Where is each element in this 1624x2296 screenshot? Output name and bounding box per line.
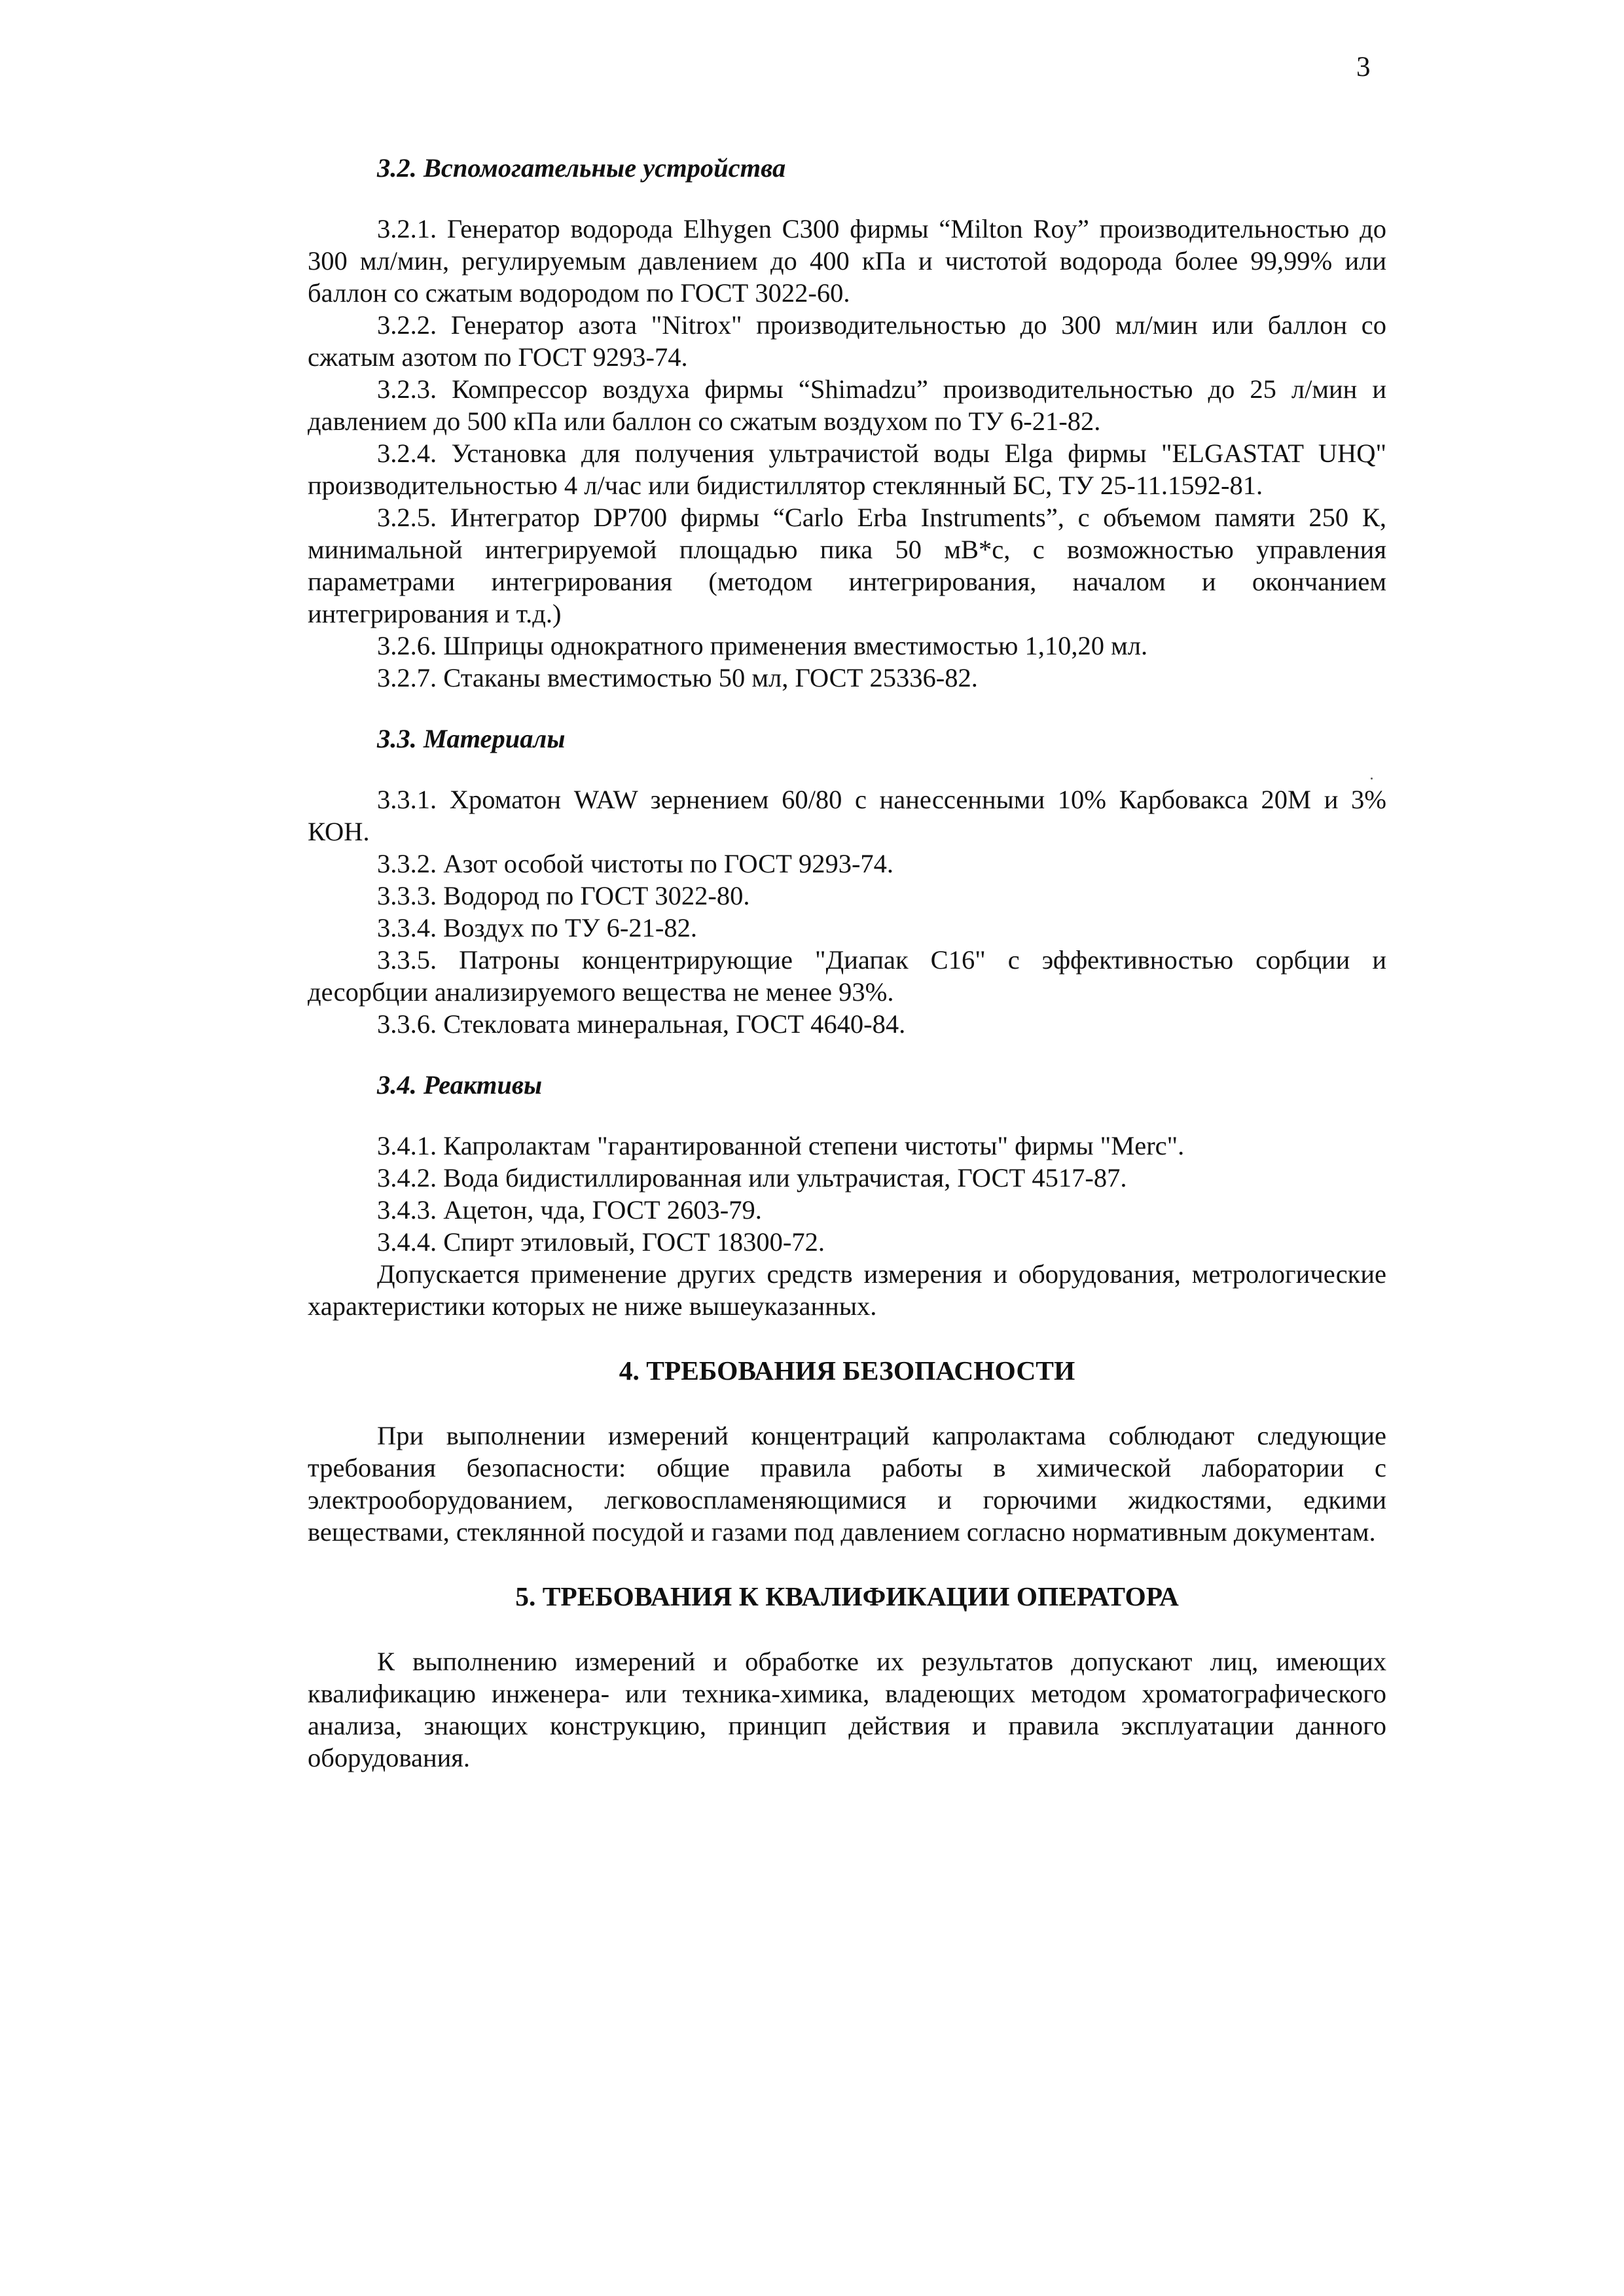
subsection-3-3-items (308, 783, 1386, 1040)
subsection-title-3-4: 3.4. Реактивы (377, 1070, 543, 1100)
section-5-text: К выполнению измерений и обработке их результатов допускают лиц, имеющих квалификацию инженера- или техника-химика, владеющих методом хроматографического анализа, знающих конструкцию, принцип действия и правила эксплуатации данного оборудования. (308, 1647, 1386, 1772)
item-3-2-5: 3.2.5. Интегратор DP700 фирмы “Carlo Erba Instruments”, с объемом памяти 250 К, минимальной интегрируемой площадью пика 50 мВ*с, с возможностью управления параметрами интегрирования (методом интегрирования, началом и окончанием интегрирования и т.д.) (308, 503, 1386, 628)
item-3-4-2: 3.4.2. Вода бидистиллированная или ультрачистая, ГОСТ 4517-87. (377, 1163, 1127, 1193)
item-3-4-1: 3.4.1. Капролактам "гарантированной степени чистоты" фирмы "Merc". (377, 1131, 1185, 1160)
subsection-3-2-items (308, 213, 1386, 694)
item-3-3-3: 3.3.3. Водород по ГОСТ 3022-80. (377, 881, 750, 910)
page-number: 3 (1356, 52, 1371, 82)
section-4-text: При выполнении измерений концентраций капролактама соблюдают следующие требования безопасности: общие правила работы в химической лаборатории с электрооборудованием, легковоспламеняющимися и горючими жидкостями, едкими веществами, стеклянной посудой и газами под давлением согласно нормативным документам. (308, 1421, 1386, 1547)
subsection-title-3-3: 3.3. Материалы (377, 724, 566, 753)
document-body (308, 152, 1386, 1774)
item-3-3-4: 3.3.4. Воздух по ТУ 6-21-82. (377, 913, 697, 942)
item-3-3-6: 3.3.6. Стекловата минеральная, ГОСТ 4640-84. (377, 1009, 906, 1039)
item-3-3-5: 3.3.5. Патроны концентрирующие "Диапак С16" с эффективностью сорбции и десорбции анализируемого вещества не менее 93%. (308, 945, 1386, 1007)
item-3-2-2: 3.2.2. Генератор азота "Nitrox" производительностью до 300 мл/мин или баллон со сжатым азотом по ГОСТ 9293-74. (308, 310, 1386, 372)
item-3-2-3: 3.2.3. Компрессор воздуха фирмы “Shimadzu” производительностью до 25 л/мин и давлением до 500 кПа или баллон со сжатым воздухом по ТУ 6-21-82. (308, 374, 1386, 436)
item-3-4-4: 3.4.4. Спирт этиловый, ГОСТ 18300-72. (377, 1227, 825, 1257)
subsection-title-3-2: 3.2. Вспомогательные устройства (377, 153, 786, 183)
item-3-2-4: 3.2.4. Установка для получения ультрачистой воды Elga фирмы "ELGASTAT UHQ" производительностью 4 л/час или бидистиллятор стеклянный БС, ТУ 25-11.1592-81. (308, 439, 1386, 500)
note-alternative-equipment: Допускается применение других средств измерения и оборудования, метрологические характеристики которых не ниже вышеуказанных. (308, 1259, 1386, 1321)
item-3-2-6: 3.2.6. Шприцы однократного применения вместимостью 1,10,20 мл. (377, 631, 1148, 660)
item-3-4-3: 3.4.3. Ацетон, чда, ГОСТ 2603-79. (377, 1195, 762, 1225)
item-3-3-1: 3.3.1. Хроматон WAW зернением 60/80 с нанессенными 10% Карбовакса 20М и 3% КОН. (308, 785, 1386, 846)
section-title-4: 4. ТРЕБОВАНИЯ БЕЗОПАСНОСТИ (619, 1355, 1075, 1386)
item-3-2-1: 3.2.1. Генератор водорода Elhygen C300 фирмы “Milton Roy” производительностью до 300 мл/мин, регулируемым давлением до 400 кПа и чистотой водорода более 99,99% или баллон со сжатым водородом по ГОСТ 3022-60. (308, 214, 1386, 308)
item-3-3-2: 3.3.2. Азот особой чистоты по ГОСТ 9293-74. (377, 849, 894, 878)
subsection-3-4-items (308, 1130, 1386, 1322)
item-3-2-7: 3.2.7. Стаканы вместимостью 50 мл, ГОСТ 25336-82. (377, 663, 978, 692)
section-title-5: 5. ТРЕБОВАНИЯ К КВАЛИФИКАЦИИ ОПЕРАТОРА (515, 1581, 1179, 1611)
